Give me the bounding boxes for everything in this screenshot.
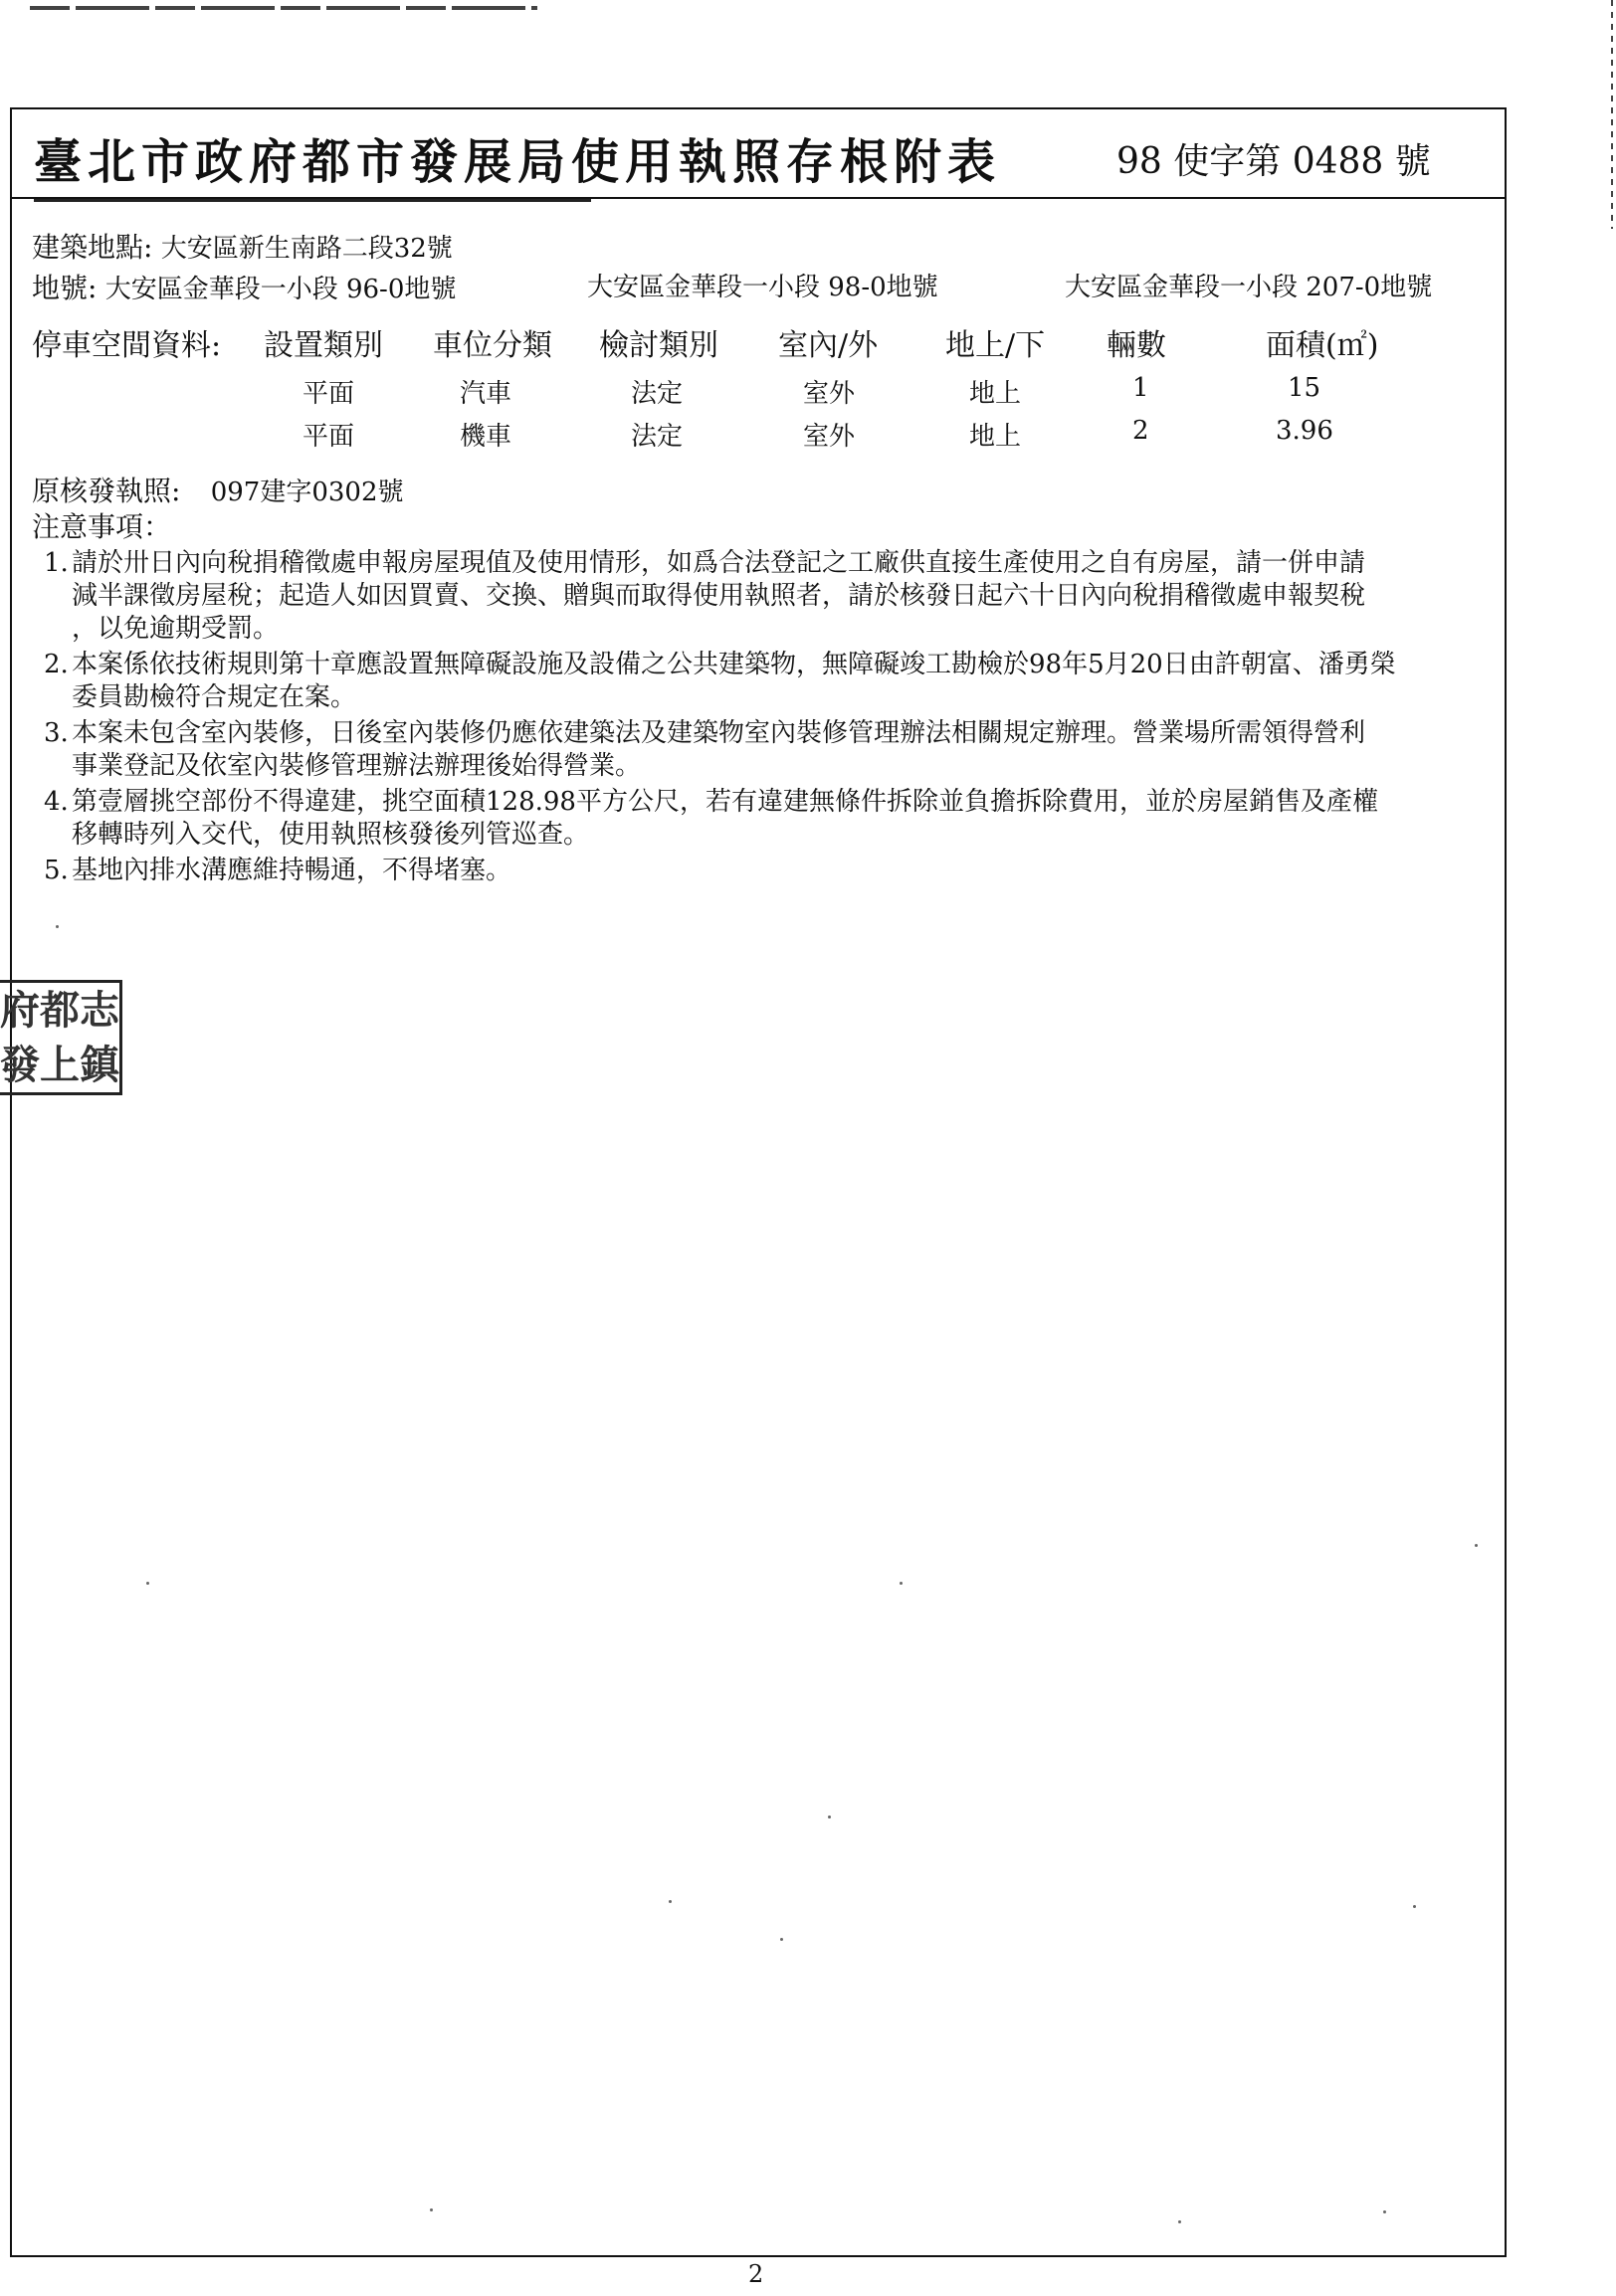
location-value: 大安區新生南路二段32號 [160,234,453,264]
note-number: 4. [44,787,69,817]
scan-speck [780,1938,783,1941]
original-permit-value: 097建字0302號 [210,478,404,507]
list-item [44,717,1507,783]
note-number: 1. [44,548,69,578]
lots-label: 地號: [32,272,98,304]
parking-cell: 平面 [303,379,355,409]
note-line: 第壹層挑空部份不得違建，挑空面積128.98平方公尺，若有違建無條件拆除並負擔拆除費用，並於房屋銷售及產權 [72,787,1378,817]
title-underline [34,199,591,202]
note-number: 3. [44,718,69,748]
list-item [44,786,1507,852]
note-line: 減半課徵房屋稅；起造人如因買賣、交換、贈與而取得使用執照者，請於核發日起六十日內向稅捐稽徵處申報契稅 [72,581,1366,611]
original-permit-row [32,470,404,509]
seal-char: 鎮 [80,1042,119,1088]
parking-cell: 法定 [631,422,684,452]
parking-cell: 1 [1132,373,1149,403]
scan-speck [1178,2220,1181,2223]
original-permit-label: 原核發執照: [32,475,181,507]
parking-header: 室內/外 [778,328,879,363]
parking-header: 輛數 [1107,328,1166,363]
lot-item: 大安區金華段一小段 98-0地號 [587,273,938,302]
notes-list [44,547,1507,890]
parking-header: 地上/下 [945,328,1046,363]
list-item [44,855,1507,887]
parking-header: 面積(㎡) [1266,328,1379,363]
parking-cell: 汽車 [460,379,512,409]
list-item [44,547,1507,646]
official-seal [0,980,122,1095]
scan-speck [900,1582,903,1585]
seal-char: 都 [40,987,80,1034]
scan-speck [56,925,59,928]
lots-row [32,267,456,306]
parking-cell: 平面 [303,422,355,452]
seal-char: 志 [80,987,119,1034]
scan-speck [1383,2210,1386,2213]
parking-cell: 2 [1132,416,1149,446]
title-bar [12,109,1505,199]
scan-speck [828,1816,831,1818]
note-line: 移轉時列入交代，使用執照核發後列管巡查。 [72,820,590,850]
parking-label: 停車空間資料: [32,328,222,363]
lot-item: 大安區金華段一小段 207-0地號 [1065,273,1433,302]
parking-header: 車位分類 [433,328,552,363]
note-number: 5. [44,856,69,885]
note-number: 2. [44,650,69,679]
scan-speck [669,1900,672,1903]
document-title-text: 臺北市政府都市發展局使用執照存根附表 [34,134,1002,190]
permit-number: 98 使字第 0488 號 [1116,141,1431,182]
note-line: 委員勘檢符合規定在案。 [72,682,357,712]
document-title [34,123,1001,192]
scan-speck [146,1582,149,1585]
scan-speck [1413,1905,1416,1908]
note-line: 基地內排水溝應維持暢通，不得堵塞。 [72,856,512,885]
parking-cell: 室外 [803,422,856,452]
scan-speck [1475,1544,1478,1547]
note-line: 事業登記及依室內裝修管理辦法辦理後始得營業。 [72,751,642,781]
parking-cell: 15 [1288,373,1321,403]
list-item [44,649,1507,714]
scan-artifact [30,6,537,10]
lot-item: 大安區金華段一小段 96-0地號 [104,275,457,304]
scan-speck [430,2208,433,2211]
note-line: ，以免逾期受罰。 [72,614,280,644]
parking-cell: 法定 [631,379,684,409]
seal-char: 府 [0,987,40,1034]
page-number: 2 [748,2260,764,2288]
seal-char: 發 [0,1042,40,1088]
parking-header: 設置類別 [264,328,383,363]
parking-cell: 機車 [460,422,512,452]
location-row [32,226,453,266]
scan-edge-artifact [1611,0,1613,229]
note-line: 請於卅日內向稅捐稽徵處申報房屋現值及使用情形，如爲合法登記之工廠供直接生產使用之自有房屋，請一併申請 [72,548,1366,578]
parking-cell: 地上 [969,422,1022,452]
parking-cell: 3.96 [1276,416,1333,446]
note-line: 本案係依技術規則第十章應設置無障礙設施及設備之公共建築物，無障礙竣工勘檢於98年5月20日由許朝富、潘勇榮 [72,650,1396,679]
document-frame [10,107,1507,2257]
location-label: 建築地點: [32,231,153,264]
notes-heading: 注意事項： [32,510,172,543]
parking-header: 檢討類別 [599,328,718,363]
seal-char: 上 [40,1042,80,1088]
note-line: 本案未包含室內裝修，日後室內裝修仍應依建築法及建築物室內裝修管理辦法相關規定辦理。營業場所需領得營利 [72,718,1366,748]
parking-cell: 地上 [969,379,1022,409]
parking-cell: 室外 [803,379,856,409]
